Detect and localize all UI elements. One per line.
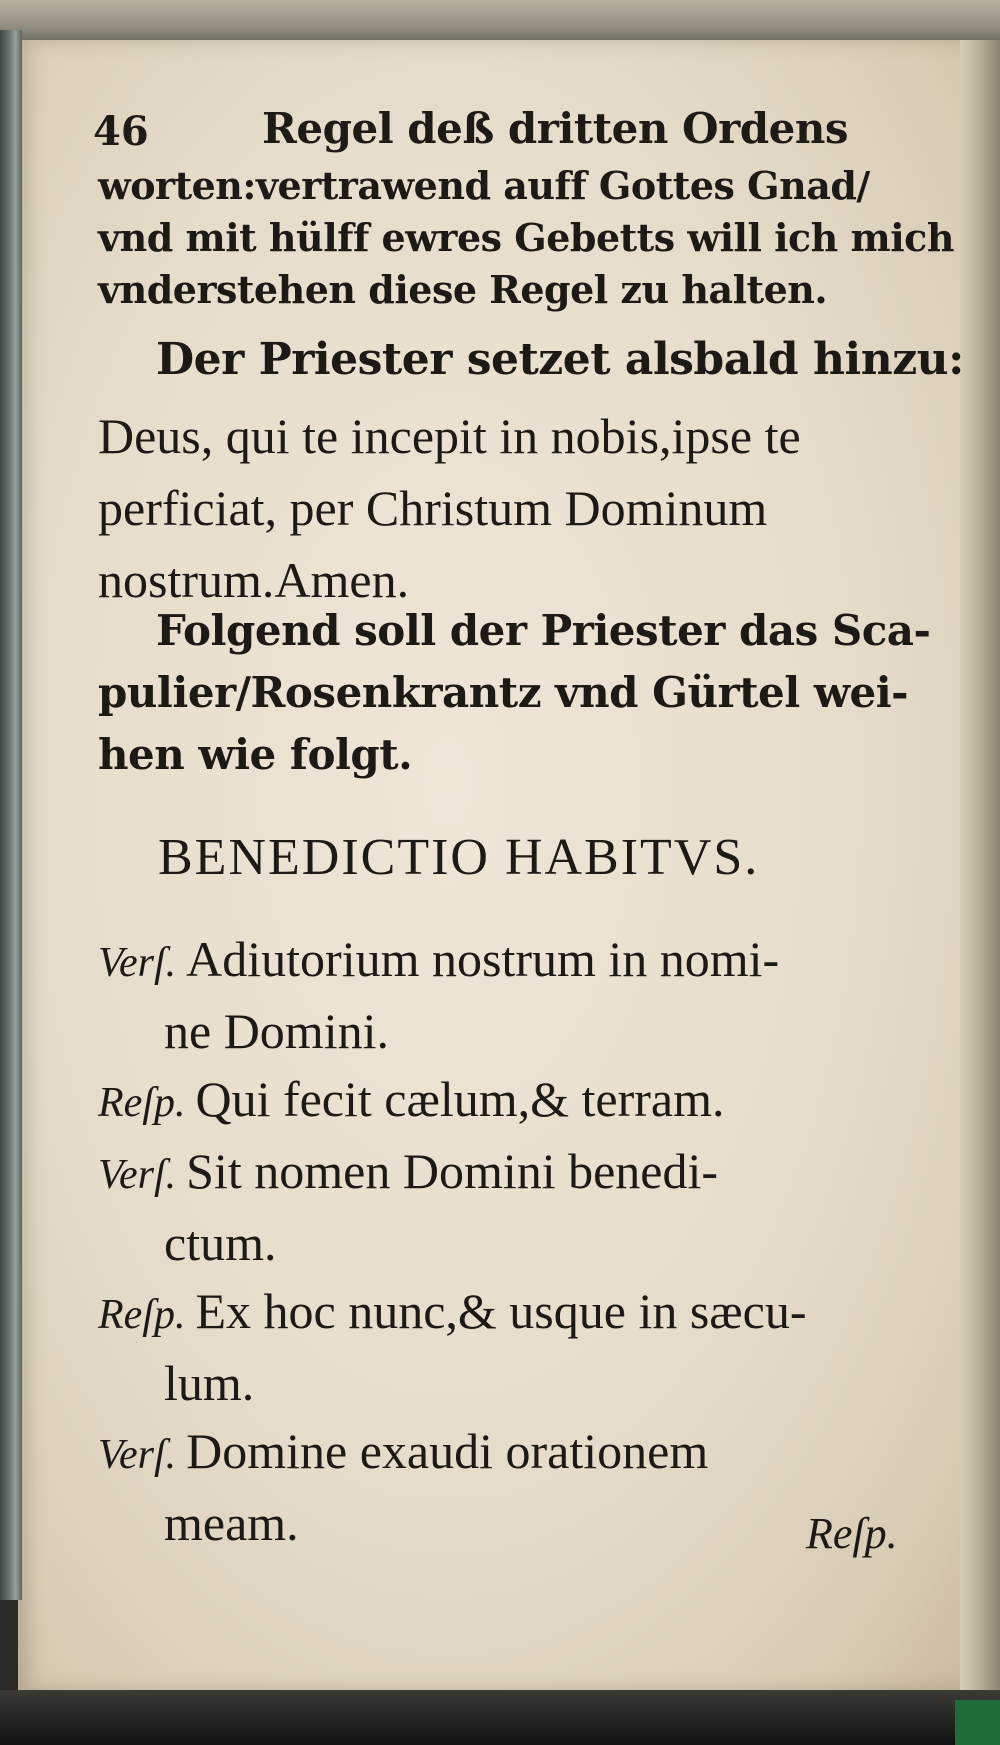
text-line: perficiat, per Christum Dominum	[98, 480, 768, 536]
text-line: vnderstehen diese Regel zu halten.	[98, 267, 828, 312]
verse-label: Reſp.	[98, 1292, 186, 1338]
catchword: Reſp.	[806, 1509, 898, 1558]
latin-prayer	[98, 400, 913, 616]
verse-text: Domine exaudi orationem	[186, 1423, 709, 1479]
green-cloth-corner	[955, 1700, 1000, 1745]
text-line: vnd mit hülff ewres Gebetts will ich mich	[98, 215, 954, 260]
verse-line	[98, 1065, 928, 1137]
text-line: worten:vertrawend auff Gottes Gnad/	[98, 163, 870, 208]
text-line: Der Priester setzet alsbald hinzu:	[156, 334, 964, 385]
verse-line	[98, 1417, 928, 1489]
verse-label: Verſ.	[98, 1432, 177, 1478]
text-line: hen wie folgt.	[98, 730, 413, 779]
verse-continuation: ne Domini.	[164, 1003, 389, 1059]
verse-line	[98, 1137, 928, 1209]
priest-instruction	[98, 334, 964, 386]
text-line: nostrum.Amen.	[98, 552, 410, 608]
verse-label: Verſ.	[98, 940, 177, 986]
verse-text: Sit nomen Domini benedi-	[186, 1143, 719, 1199]
page-number: 46	[93, 108, 149, 155]
german-paragraph-1	[98, 160, 954, 316]
page-edge	[960, 40, 1000, 1690]
text-line: Folgend soll der Priester das Sca-	[156, 606, 931, 655]
text-line: Deus, qui te incepit in nobis,ipse te	[98, 408, 801, 464]
book-binding	[0, 30, 22, 1600]
verse-continuation: meam.	[164, 1495, 299, 1551]
verse-continuation: lum.	[164, 1355, 255, 1411]
verse-line	[98, 925, 928, 997]
running-head: Regel deß dritten Ordens	[262, 104, 849, 153]
verse-text: Qui fecit cælum,& terram.	[195, 1071, 725, 1127]
verse-line	[98, 1277, 928, 1349]
text-line: pulier/Rosenkrantz vnd Gürtel wei-	[98, 668, 909, 717]
verse-text: Adiutorium nostrum in nomi-	[186, 931, 780, 987]
section-heading: BENEDICTIO HABITVS.	[158, 829, 760, 886]
verse-continuation: ctum.	[164, 1215, 277, 1271]
verse-label: Reſp.	[98, 1080, 186, 1126]
verse-text: Ex hoc nunc,& usque in sæcu-	[195, 1283, 807, 1339]
book-bottom-edge	[0, 1690, 1000, 1745]
german-paragraph-2	[98, 600, 931, 786]
verse-label: Verſ.	[98, 1152, 177, 1198]
versicle-block	[98, 925, 928, 1557]
